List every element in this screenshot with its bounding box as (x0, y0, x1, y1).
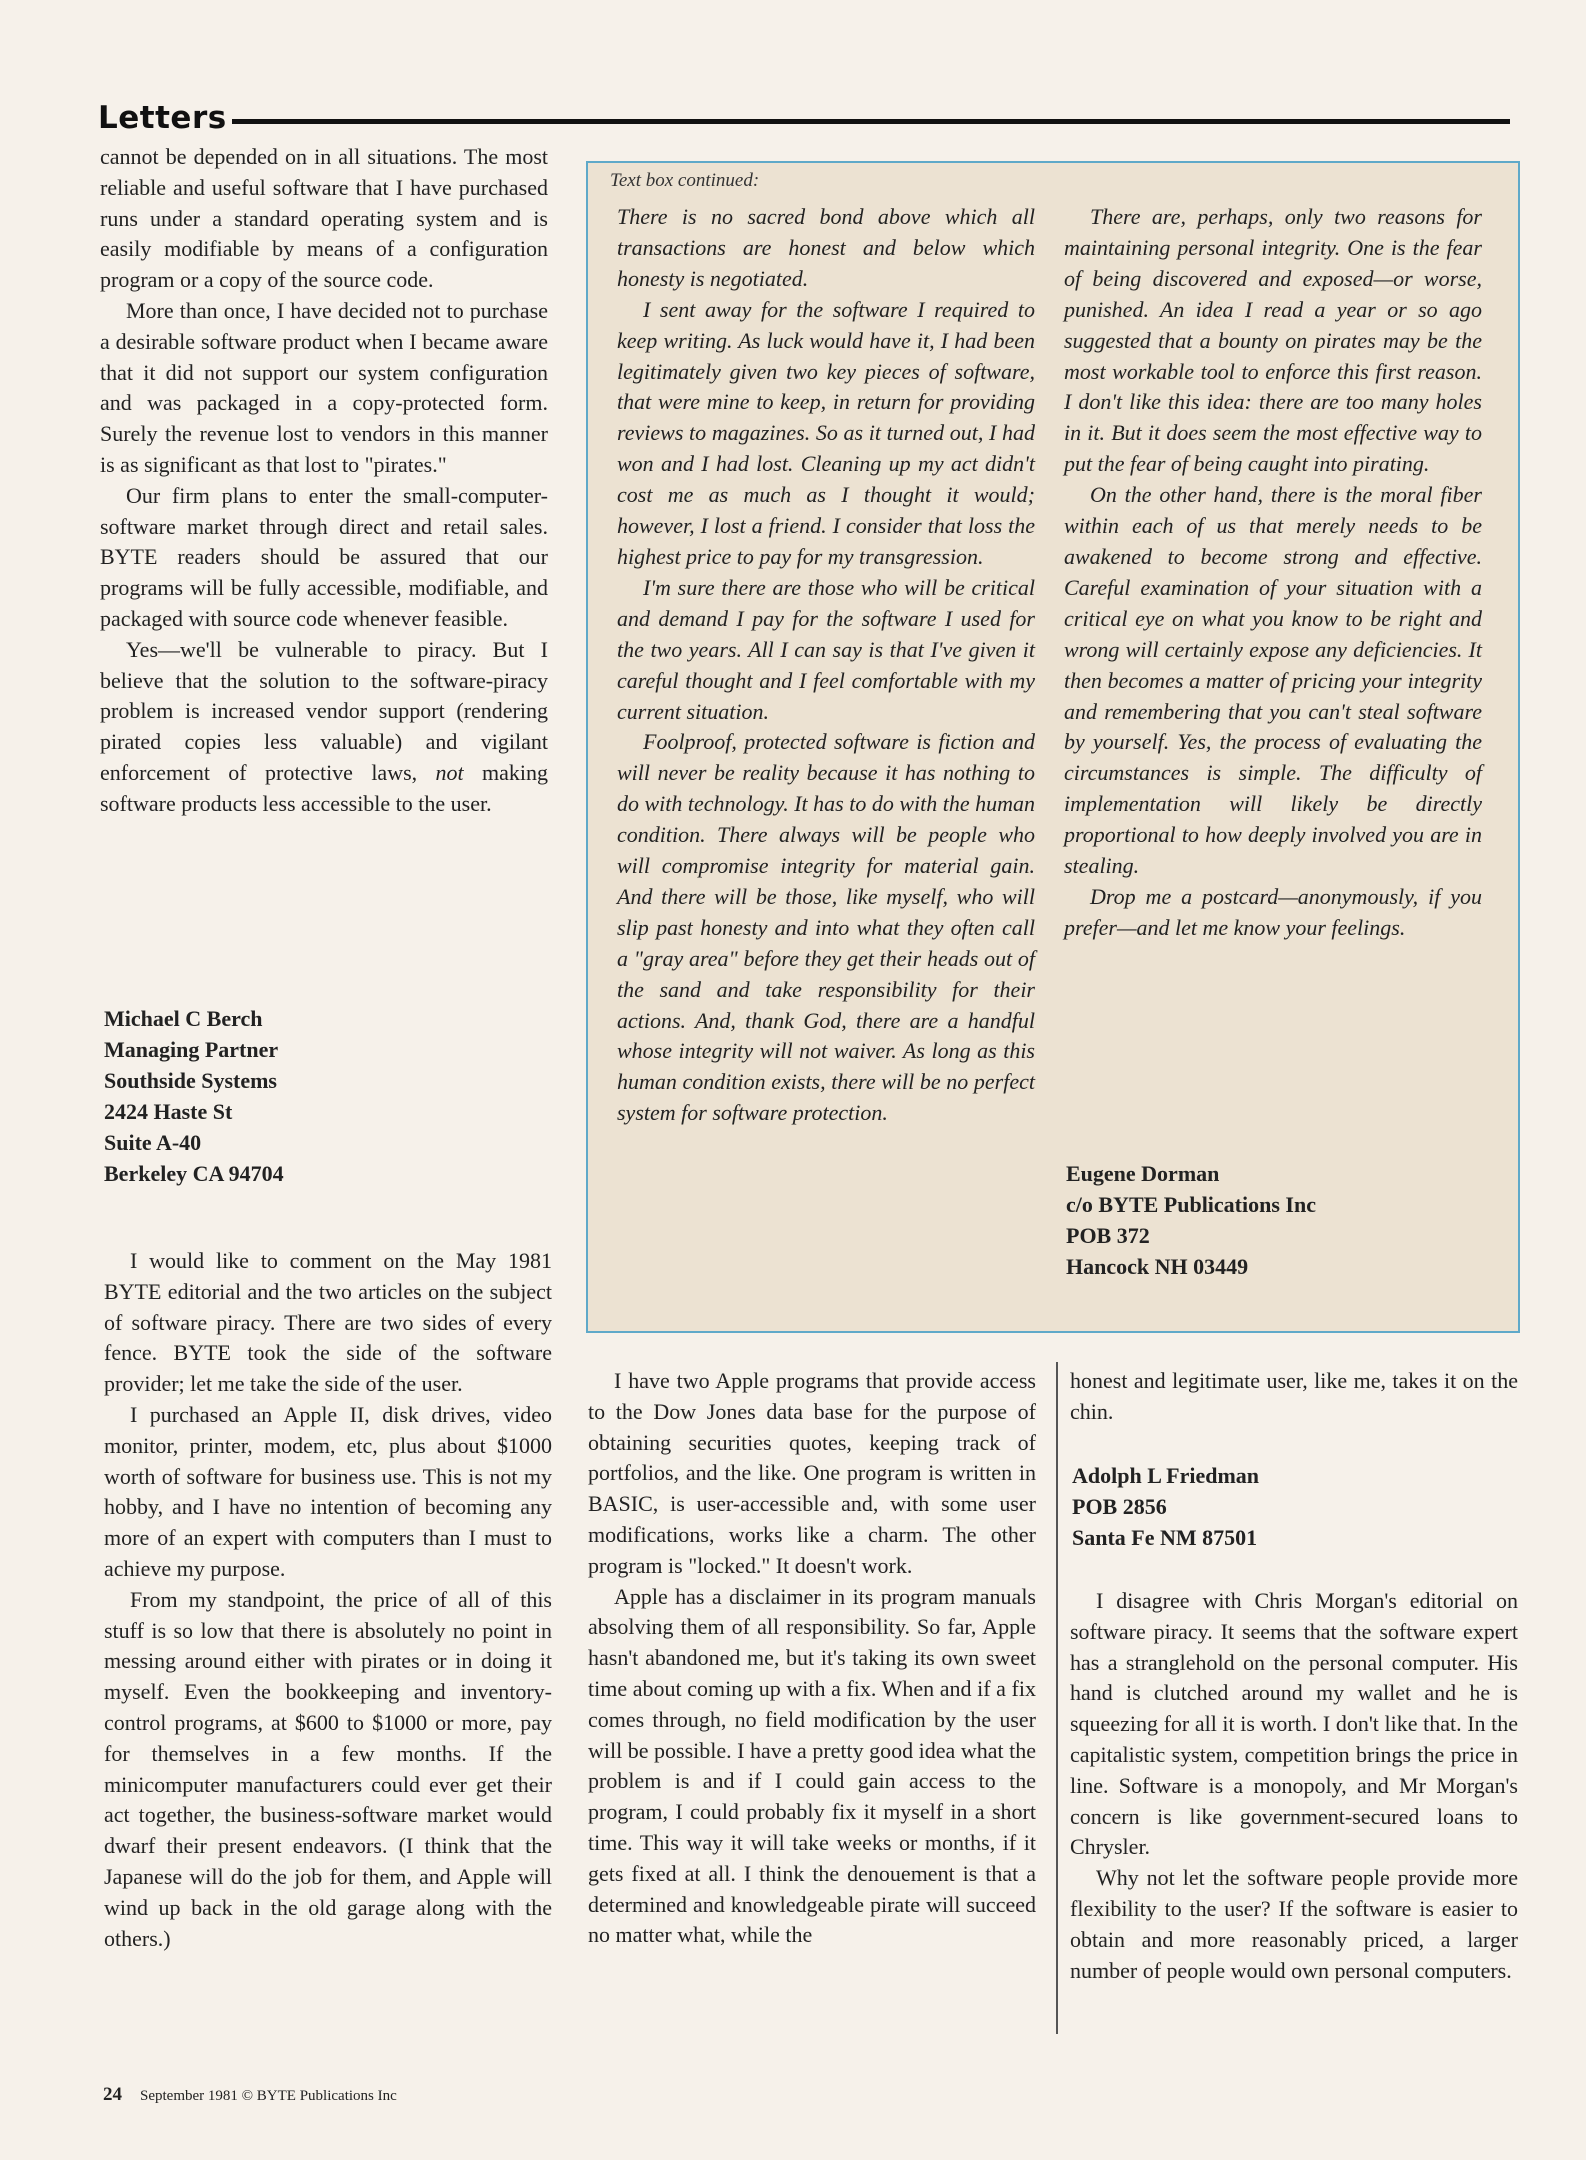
paragraph: On the other hand, there is the moral fiber within each of us that merely needs to be awakened to become strong and effective. Careful examination of your situation with a critical eye on what you know to be right and wrong will certainly expose any deficiencies. It then becomes a matter of pricing your integrity and remembering that you can't steal software by yourself. Yes, the process of evaluating the circumstances is simple. The difficulty of implementation will likely be directly proportional to how deeply involved you are in stealing. (1064, 482, 1482, 879)
paragraph: There is no sacred bond above which all transactions are honest and below which honesty is negotiated. (617, 204, 1035, 291)
paragraph: Foolproof, protected software is fiction and will never be reality because it has nothing to do with technology. It has to do with the human condition. There always will be people who will compromise integrity for material gain. And there will be those, like myself, who will slip past honesty and into what they often call a "gray area" before they get their heads out of the sand and take responsibility for their actions. And, thank God, there are a handful whose integrity will not waiver. As long as this human condition exists, there will be no perfect system for software protection. (617, 729, 1035, 1126)
column-right-bottom (1070, 1366, 1518, 1428)
paragraph: I purchased an Apple II, disk drives, video monitor, printer, modem, etc, plus about $1000 worth of software for business use. This is not my hobby, and I have no intention of becoming any more of an expert with computers than I must to achieve my purpose. (104, 1401, 552, 1581)
signature-line: Michael C Berch (104, 1006, 263, 1031)
signature-line: Eugene Dorman (1066, 1161, 1220, 1186)
text-box-column-a (617, 202, 1035, 1129)
paragraph: I'm sure there are those who will be critical and demand I pay for the software I used for the two years. All I can say is that I've given it careful thought and I feel comfortable with my current situation. (617, 574, 1035, 724)
signature-line: Managing Partner (104, 1037, 279, 1062)
paragraph: I disagree with Chris Morgan's editorial on software piracy. It seems that the software expert has a stranglehold on the personal computer. His hand is clutched around my wallet and he is squeezing for all it is worth. I don't like that. In the capitalistic system, competition brings the price in line. Software is a monopoly, and Mr Morgan's concern is like government-secured loans to Chrysler. (1070, 1588, 1518, 1860)
column-middle-bottom (588, 1366, 1036, 1951)
signature-line: POB 372 (1066, 1223, 1150, 1248)
signature-berch (104, 1003, 544, 1189)
column-right-letter (1070, 1586, 1518, 1986)
signature-line: Suite A-40 (104, 1130, 202, 1155)
page-footer (103, 2084, 397, 2106)
signature-line: c/o BYTE Publications Inc (1066, 1192, 1316, 1217)
emphasis: not (435, 759, 464, 785)
paragraph: Apple has a disclaimer in its program manuals absolving them of all responsibility. So far, Apple hasn't abandoned me, but it's taking its own sweet time about coming up with a fix. When and if a fix comes through, no field modification by the user will be possible. I have a pretty good idea what the problem is and if I could gain access to the program, I could probably fix it myself in a short time. This way it will take weeks or months, if it gets fixed at all. I think the denouement is that a determined and knowledgeable pirate will succeed no matter what, while the (588, 1583, 1036, 1948)
signature-line: Berkeley CA 94704 (104, 1161, 284, 1186)
section-title: Letters (98, 100, 227, 136)
signature-dorman (1066, 1158, 1486, 1282)
paragraph (100, 635, 548, 820)
signature-line: Santa Fe NM 87501 (1072, 1525, 1258, 1550)
paragraph: I have two Apple programs that provide access to the Dow Jones data base for the purpose of obtaining securities quotes, keeping track of portfolios, and the like. One program is written in BASIC, is user-accessible and, with some user modifications, works like a charm. The other program is "locked." It doesn't work. (588, 1368, 1036, 1578)
signature-line: 2424 Haste St (104, 1099, 233, 1124)
paragraph: More than once, I have decided not to purchase a desirable software product when I became aware that it did not support our system configuration and was packaged in a copy-protected form. Surely the revenue lost to vendors in this manner is as significant as that lost to "pirates." (100, 297, 548, 477)
header-rule (232, 119, 1510, 124)
paragraph: Why not let the software people provide more flexibility to the user? If the software is easier to obtain and more reasonably priced, a larger number of people would own personal computers. (1070, 1865, 1518, 1983)
column-divider (1056, 1362, 1058, 2034)
text-run: making software products less accessible to the user. (100, 759, 549, 816)
paragraph: From my standpoint, the price of all of this stuff is so low that there is absolutely no point in messing around either with pirates or in doing it myself. Even the bookkeeping and inventory-control programs, at $600 to $1000 or more, pay for themselves in a few months. If the minicomputer manufacturers could ever get their act together, the business-software market would dwarf their present endeavors. (I think that the Japanese will do the job for them, and Apple will wind up back in the old garage along with the others.) (104, 1586, 552, 1951)
paragraph: There are, perhaps, only two reasons for maintaining personal integrity. One is the fear of being discovered and exposed—or worse, punished. An idea I read a year or so ago suggested that a bounty on pirates may be the most workable tool to enforce this first reason. I don't like this idea: there are too many holes in it. But it does seem the most effective way to put the fear of being caught into pirating. (1064, 204, 1482, 477)
footer-text: September 1981 © BYTE Publications Inc (140, 2088, 397, 2104)
text-box-label: Text box continued: (610, 170, 760, 191)
paragraph: I would like to comment on the May 1981 BYTE editorial and the two articles on the subject of software piracy. There are two sides of every fence. BYTE took the side of the software provider; let me take the side of the user. (104, 1248, 552, 1397)
page-number: 24 (103, 2084, 122, 2105)
signature-line: Hancock NH 03449 (1066, 1254, 1249, 1279)
text-box-column-b (1064, 202, 1482, 944)
signature-line: Adolph L Friedman (1072, 1463, 1260, 1488)
column-left-bottom (104, 1246, 552, 1954)
column-left-top (100, 142, 548, 820)
signature-line: POB 2856 (1072, 1494, 1167, 1519)
paragraph: I sent away for the software I required to keep writing. As luck would have it, I had been legitimately given two key pieces of software, that were mine to keep, in return for providing reviews to magazines. So as it turned out, I had won and I had lost. Cleaning up my act didn't cost me as much as I thought it would; however, I lost a friend. I consider that loss the highest price to pay for my transgression. (617, 296, 1035, 569)
paragraph: honest and legitimate user, like me, takes it on the chin. (1070, 1368, 1518, 1424)
text-run: Yes—we'll be vulnerable to piracy. But I believe that the solution to the software-piracy problem is increased vendor support (rendering pirated copies less valuable) and vigilant enforcement of protective laws, (100, 636, 548, 785)
signature-line: Southside Systems (104, 1068, 277, 1093)
signature-friedman (1072, 1460, 1512, 1553)
paragraph: cannot be depended on in all situations. The most reliable and useful software that I have purchased runs under a standard operating system and is easily modifiable by means of a configuration program or a copy of the source code. (100, 144, 548, 293)
paragraph: Drop me a postcard—anonymously, if you prefer—and let me know your feelings. (1064, 883, 1482, 940)
paragraph: Our firm plans to enter the small-computer-software market through direct and retail sales. BYTE readers should be assured that our programs will be fully accessible, modifiable, and packaged with source code whenever feasible. (100, 482, 548, 631)
